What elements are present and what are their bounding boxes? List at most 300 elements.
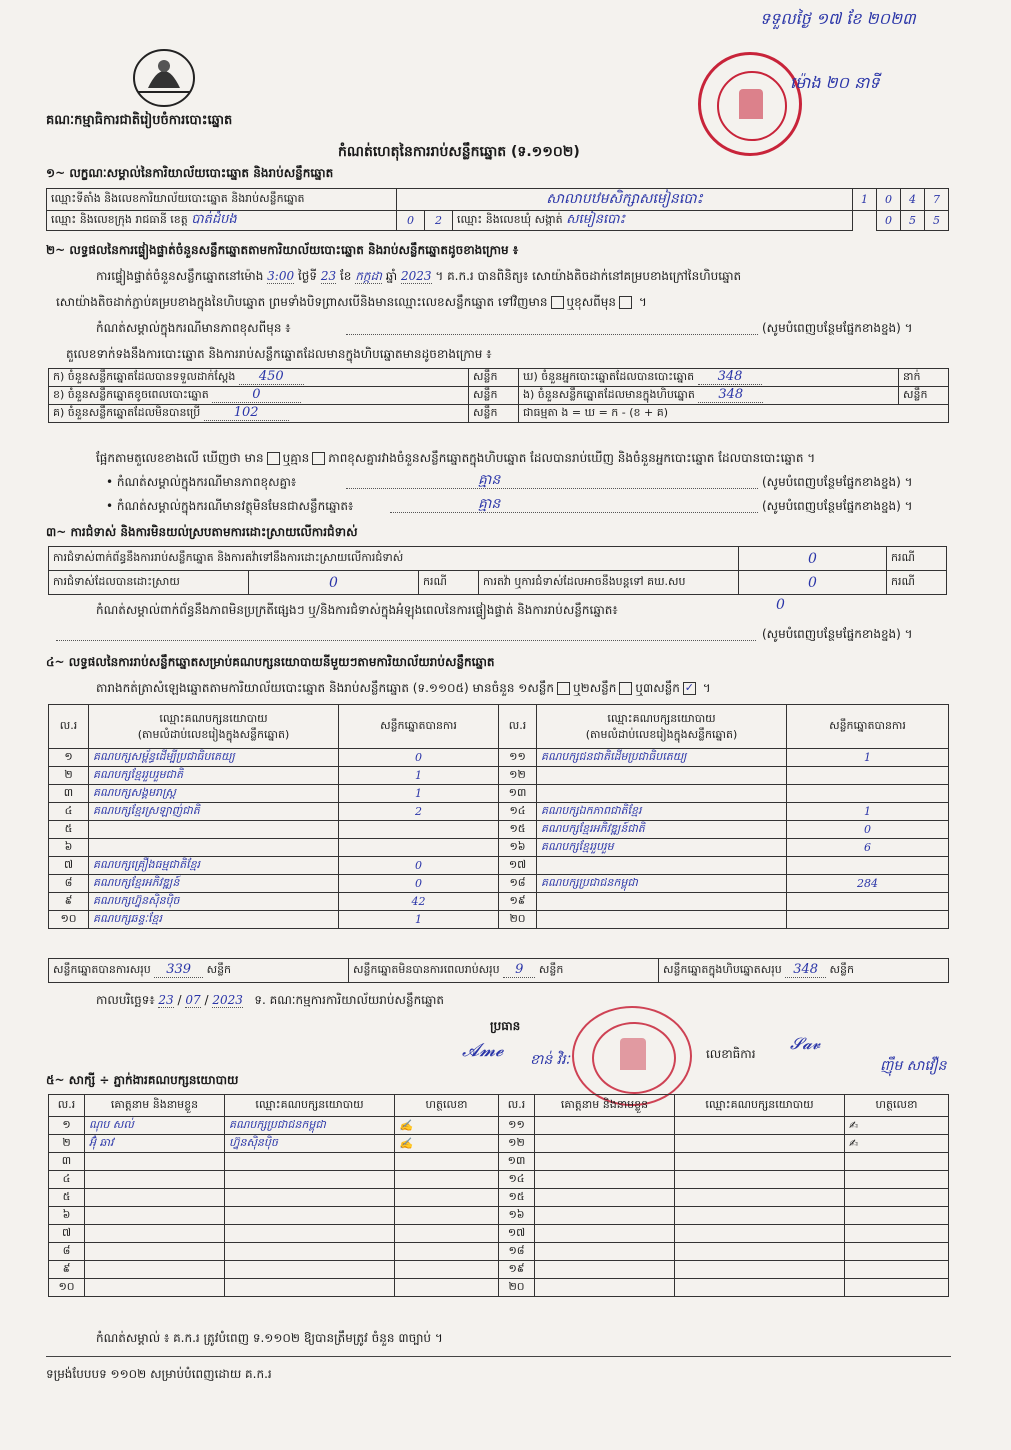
party-name: គណបក្សឆន្ទៈខ្មែរ: [89, 911, 339, 929]
three-sheet-checkbox[interactable]: ✓: [684, 681, 694, 694]
secretary-name: ញ៉ឹម សាវឿន: [880, 1058, 947, 1074]
date-label: កាលបរិច្ឆេទ៖: [96, 993, 155, 1007]
col-sign: ហត្ថលេខា: [395, 1095, 499, 1117]
party-votes: 2: [339, 803, 499, 821]
witness-name: [535, 1207, 675, 1225]
table-row: [49, 1117, 949, 1135]
witness-signature: [395, 1243, 499, 1261]
witness-no: ៦: [49, 1207, 85, 1225]
party-name: គណបក្សហ្វ៊ុនស៊ិនប៉ិច: [89, 893, 339, 911]
witness-signature: [845, 1171, 949, 1189]
unit-label: សន្លឹក: [469, 369, 519, 387]
col-no: ល.រ: [49, 705, 89, 749]
witness-party: ហ្វ៊ុនស៊ិនប៉ិច: [225, 1135, 395, 1153]
has-difference-checkbox[interactable]: [267, 452, 280, 465]
witness-name: [535, 1261, 675, 1279]
col-party: ឈ្មោះគណបក្សនយោបាយ: [675, 1095, 845, 1117]
party-no: ១១: [499, 749, 537, 767]
tally-sheet-line: តារាងកត់ត្រាសំឡេងឆ្នោតតាមការិយាល័យបោះឆ្នោត និងរាប់សន្លឹកឆ្នោត (ទ.១១០៥) មានចំនួន ១សន្លឹក ឬ២សន្លឹក ឬ៣សន្លឹក ✓ ។: [96, 681, 711, 695]
witness-party: [675, 1171, 845, 1189]
handwritten-receipt-note-2: ម៉ោង ២០ នាទី: [790, 73, 880, 92]
witness-party: [225, 1207, 395, 1225]
forwarded-value: 0: [739, 571, 887, 595]
witness-name: [85, 1189, 225, 1207]
footer-divider: [46, 1356, 951, 1357]
witness-signature: [845, 1153, 949, 1171]
col-name: គោត្តនាម និងនាមខ្លួន: [85, 1095, 225, 1117]
diff-note-fill-line: [346, 488, 758, 489]
col-party: [537, 705, 787, 749]
ballots-unused-cell: [49, 405, 469, 423]
note-fill-line: [346, 334, 758, 335]
party-name: [89, 839, 339, 857]
party-votes: 0: [339, 875, 499, 893]
ballots-unused-label: គ) ចំនួនសន្លឹកឆ្នោតដែលមិនបានប្រើ: [53, 406, 201, 419]
unit-label: នាក់: [899, 369, 949, 387]
commune-number-digit: 5: [901, 211, 925, 231]
table-row: [49, 1135, 949, 1153]
seal-check-or: ឬខុសពីមុន: [566, 295, 617, 309]
objections-table: [48, 546, 947, 595]
committee-stamp-icon: [572, 1006, 692, 1106]
witness-signature: [845, 1225, 949, 1243]
party-no: ១៨: [499, 875, 537, 893]
ballots-spoiled-value: 0: [212, 387, 300, 403]
party-votes: [787, 911, 949, 929]
unit-label: សន្លឹក: [206, 963, 232, 976]
party-votes: 1: [339, 785, 499, 803]
party-no: ១៩: [499, 893, 537, 911]
witness-no: ១៣: [499, 1153, 535, 1171]
party-no: ១៣: [499, 785, 537, 803]
witness-name: [535, 1135, 675, 1153]
witness-signature: [845, 1279, 949, 1297]
witness-no: ១៤: [499, 1171, 535, 1189]
date-year: 2023: [212, 993, 243, 1007]
verify-day-label: ថ្ងៃទី: [297, 269, 317, 283]
witness-signature: ✍: [395, 1135, 499, 1153]
no-difference-checkbox[interactable]: [312, 452, 325, 465]
office-number-digit: 0: [877, 189, 901, 211]
table-intro: តួលេខទាក់ទងនឹងការបោះឆ្នោត និងការរាប់សន្លឹកឆ្នោតដែលមានក្នុងហិបឆ្នោតមានដូចខាងក្រោម ៖: [66, 347, 492, 361]
formula: ជាធម្មតា ង = ឃ = ក - (ខ + គ): [519, 405, 949, 423]
section5-heading: ៥~ សាក្សី ÷ ភ្នាក់ងារគណបក្សនយោបាយ: [46, 1073, 239, 1087]
party-no: ៣: [49, 785, 89, 803]
witness-no: ២: [49, 1135, 85, 1153]
party-votes: 0: [339, 857, 499, 875]
diff-note-label: • កំណត់សម្គាល់ក្នុងករណីមានភាពខុសគ្នា៖: [106, 475, 297, 489]
witness-name: [535, 1243, 675, 1261]
table-row: [49, 1189, 949, 1207]
table-row: [49, 785, 949, 803]
chair-name: ខាន់ វិរៈ: [530, 1052, 570, 1068]
fill-hint: (សូមបំពេញបន្ថែមផ្នែកខាងខ្នង) ។: [762, 499, 913, 513]
verify-suffix: ។ គ.ក.រ បានពិនិត្យ៖ សោយ៉ាងតិចដាក់នៅគម្របខាងក្រៅនៃហិបឆ្នោត: [435, 269, 742, 283]
col-votes: សន្លឹកឆ្នោតបានការ: [339, 705, 499, 749]
table-row: [49, 749, 949, 767]
verify-prefix: ការផ្ទៀងផ្ទាត់ចំនួនសន្លឹកឆ្នោតនៅម៉ោង: [96, 269, 264, 283]
witness-name: [85, 1243, 225, 1261]
witness-party: [675, 1153, 845, 1171]
witness-signature: [395, 1189, 499, 1207]
witness-signature: ✍: [845, 1135, 949, 1153]
witness-no: ២០: [499, 1279, 535, 1297]
witness-name: [85, 1225, 225, 1243]
table-row: [49, 803, 949, 821]
table-row: [49, 1261, 949, 1279]
witness-party: គណបក្សប្រជាជនកម្ពុជា: [225, 1117, 395, 1135]
party-no: ១២: [499, 767, 537, 785]
witness-signature: [395, 1153, 499, 1171]
office-number-digit: 4: [901, 189, 925, 211]
forwarded-label: ការតវ៉ា ឬការជំទាស់ដែលអាចនឹងបន្តទៅ គឃ.សប: [479, 571, 739, 595]
commune-cell: [453, 211, 853, 231]
party-no: ៥: [49, 821, 89, 839]
witness-signature: ✍: [845, 1117, 949, 1135]
case-unit: ករណី: [887, 547, 947, 571]
table-row: [49, 821, 949, 839]
compare-rest: ភាពខុសគ្នារវាងចំនួនសន្លឹកឆ្នោតក្នុងហិបឆ្នោត ដែលបានរាប់ឃើញ និងចំនួនអ្នកបោះឆ្នោត ដែលបានបោះឆ្នោត ។: [328, 451, 816, 465]
party-name: គណបក្សឯកភាពជាតិខ្មែរ: [537, 803, 787, 821]
compare-line: [96, 450, 951, 468]
witness-name: ណុប សល់: [85, 1117, 225, 1135]
witness-party: [225, 1279, 395, 1297]
totals-table: [48, 958, 949, 983]
date-month: 07: [185, 993, 201, 1007]
section1-table: [46, 188, 949, 231]
party-votes: [339, 821, 499, 839]
party-votes: [787, 857, 949, 875]
party-no: ១: [49, 749, 89, 767]
party-no: ៩: [49, 893, 89, 911]
witness-party: [675, 1189, 845, 1207]
witness-signature: [395, 1207, 499, 1225]
table-row: [49, 1153, 949, 1171]
party-name: គណបក្សខ្មែរអភិវឌ្ឍន៍: [89, 875, 339, 893]
tally-opt2: ឬ២សន្លឹក: [573, 681, 617, 695]
fill-hint: (សូមបំពេញបន្ថែមផ្នែកខាងខ្នង) ។: [762, 627, 913, 641]
note-label: កំណត់សម្គាល់ក្នុងករណីមានភាពខុសពីមុន ៖: [96, 321, 291, 335]
case-unit: ករណី: [419, 571, 479, 595]
unit-label: សន្លឹក: [469, 405, 519, 423]
witness-party: [225, 1225, 395, 1243]
province-value: បាត់ដំបង: [191, 212, 237, 227]
col-party-title: ឈ្មោះគណបក្សនយោបាយ: [159, 711, 268, 725]
party-name: គណបក្សជនជាតិដើមប្រជាធិបតេយ្យ: [537, 749, 787, 767]
commune-number-digit: 0: [877, 211, 901, 231]
table-row: [49, 911, 949, 929]
witness-party: [675, 1207, 845, 1225]
ballots-received-value: 450: [239, 369, 304, 385]
tally-opt3: ឬ៣សន្លឹក: [635, 681, 680, 695]
party-votes: 1: [339, 767, 499, 785]
witness-signature: [395, 1261, 499, 1279]
irregularity-note-value: 0: [776, 597, 785, 613]
commune-number-digit: 5: [925, 211, 949, 231]
table-row: [49, 839, 949, 857]
witness-name: [85, 1171, 225, 1189]
party-no: ១៧: [499, 857, 537, 875]
party-name: គណបក្សសម្ព័ន្ធដើម្បីប្រជាធិបតេយ្យ: [89, 749, 339, 767]
total-box-value: 348: [785, 962, 826, 978]
witness-party: [675, 1261, 845, 1279]
unit-label: សន្លឹក: [469, 387, 519, 405]
witness-signature: [845, 1261, 949, 1279]
total-valid-label: សន្លឹកឆ្នោតបានការសរុប: [53, 963, 151, 976]
objections-value: 0: [739, 547, 887, 571]
party-name: [537, 785, 787, 803]
total-box-cell: [659, 959, 949, 983]
same-checkbox[interactable]: [551, 296, 564, 309]
witness-party: [225, 1171, 395, 1189]
party-name: [537, 893, 787, 911]
witness-signature: ✍: [395, 1117, 499, 1135]
party-name: គណបក្សខ្មែររួបរួម: [537, 839, 787, 857]
witness-signature: [395, 1279, 499, 1297]
col-no: ល.រ: [49, 1095, 85, 1117]
party-no: ១៥: [499, 821, 537, 839]
verify-year: 2023: [400, 269, 432, 283]
secretary-signature: 𝓢𝓪𝓿: [790, 1034, 821, 1053]
total-box-label: សន្លឹកឆ្នោតក្នុងហិបឆ្នោតសរុប: [663, 963, 782, 976]
committee-label: ទ. គណៈកម្មការការិយាល័យរាប់សន្លឹកឆ្នោត: [254, 993, 445, 1007]
table-row: [49, 1243, 949, 1261]
witness-table: [48, 1094, 949, 1297]
witness-no: ៨: [49, 1243, 85, 1261]
ballots-spoiled-cell: [49, 387, 469, 405]
section2-heading: ២~ លទ្ធផលនៃការផ្ទៀងផ្ទាត់ចំនួនសន្លឹកឆ្នោតតាមការិយាល័យបោះឆ្នោត និងរាប់សន្លឹកឆ្នោតដូចខាងក្រោម ៖: [46, 243, 519, 257]
col-party: ឈ្មោះគណបក្សនយោបាយ: [225, 1095, 395, 1117]
invalid-note-fill-line: [390, 512, 758, 513]
voters-voted-value: 348: [698, 369, 763, 385]
invalid-note-label: • កំណត់សម្គាល់ក្នុងករណីមានវត្ថុមិនមែនជាសន្លឹកឆ្នោត៖: [106, 499, 354, 513]
party-votes: 6: [787, 839, 949, 857]
party-name: គណបក្សប្រជាជនកម្ពុជា: [537, 875, 787, 893]
province-label: ឈ្មោះ និងលេខក្រុង រាជធានី ខេត្ត: [51, 213, 188, 226]
party-results-header: [49, 705, 949, 749]
unit-label: សន្លឹក: [829, 963, 854, 976]
party-name: គណបក្សសង្គមរាស្ត្រ: [89, 785, 339, 803]
col-no: ល.រ: [499, 1095, 535, 1117]
col-no: ល.រ: [499, 705, 537, 749]
col-party-subtitle: (តាមលំដាប់លេខរៀងក្នុងសន្លឹកឆ្នោត): [137, 727, 290, 741]
party-name: គណបក្សគ្រឿងធម្មជាតិខ្មែរ: [89, 857, 339, 875]
chair-label: ប្រធាន: [490, 1019, 521, 1033]
party-no: ១៦: [499, 839, 537, 857]
party-no: ៤: [49, 803, 89, 821]
office-label: ឈ្មោះទីតាំង និងលេខការិយាល័យបោះឆ្នោត និងរាប់សន្លឹកឆ្នោត: [47, 189, 397, 211]
witness-no: ៣: [49, 1153, 85, 1171]
witness-rows: [49, 1117, 949, 1297]
party-votes: [787, 767, 949, 785]
witness-party: [225, 1261, 395, 1279]
office-number-digit: 7: [925, 189, 949, 211]
irregularity-fill-line: [56, 640, 756, 641]
party-no: ១០: [49, 911, 89, 929]
seal-check-text: សោយ៉ាងតិចដាក់ភ្ជាប់គម្របខាងក្នុងនៃហិបឆ្នោត ព្រមទាំងបិទព្រាសបើនិងមានឈ្មោះលេខសន្លឹកឆ្នោត ទៅវិញមាន: [56, 295, 548, 309]
witness-signature: [845, 1207, 949, 1225]
commune-value: សមៀនបោះ: [566, 212, 626, 227]
one-sheet-checkbox[interactable]: [557, 682, 570, 695]
party-votes: [787, 785, 949, 803]
party-results-table: [48, 704, 949, 929]
unit-label: សន្លឹក: [538, 963, 564, 976]
party-name: [537, 767, 787, 785]
nec-emblem-icon: [128, 40, 200, 110]
invalid-note-value: គ្មាន: [478, 496, 501, 512]
verify-line: [96, 268, 741, 286]
witness-name: [85, 1207, 225, 1225]
party-name: គណបក្សខ្មែរអភិវឌ្ឍន៍ជាតិ: [537, 821, 787, 839]
witness-name: [85, 1261, 225, 1279]
witness-party: [675, 1243, 845, 1261]
col-sign: ហត្ថលេខា: [845, 1095, 949, 1117]
witness-name: [535, 1279, 675, 1297]
party-votes: [787, 893, 949, 911]
footer-note: កំណត់សម្គាល់ ៖ គ.ក.រ ត្រូវបំពេញ ទ.១១០២ ឱ្យបានត្រឹមត្រូវ ចំនួន ៣ច្បាប់ ។: [96, 1331, 443, 1345]
ballots-in-box-value: 348: [698, 387, 763, 403]
ballots-received-label: ក) ចំនួនសន្លឹកឆ្នោតដែលបានទទួលដាក់ស្តែង: [53, 370, 236, 383]
resolved-label: ការជំទាស់ដែលបានដោះស្រាយ: [49, 571, 249, 595]
total-invalid-label: សន្លឹកឆ្នោតមិនបានការពេលរាប់សរុប: [353, 963, 500, 976]
party-no: ៨: [49, 875, 89, 893]
witness-no: ១៦: [499, 1207, 535, 1225]
table-row: [49, 857, 949, 875]
witness-no: ១: [49, 1117, 85, 1135]
col-votes: សន្លឹកឆ្នោតបានការ: [787, 705, 949, 749]
witness-party: [225, 1189, 395, 1207]
different-checkbox[interactable]: [619, 296, 632, 309]
table-row: [49, 893, 949, 911]
date-day: 23: [158, 993, 174, 1007]
party-rows: [49, 749, 949, 929]
table-row: [49, 1225, 949, 1243]
total-invalid-value: 9: [503, 962, 535, 978]
witness-no: ១០: [49, 1279, 85, 1297]
party-votes: 0: [787, 821, 949, 839]
witness-no: ១៨: [499, 1243, 535, 1261]
total-valid-value: 339: [154, 962, 203, 978]
objections-label: ការជំទាស់ពាក់ព័ន្ធនឹងការរាប់សន្លឹកឆ្នោត និងការតវ៉ាទៅនឹងការដោះស្រាយលើការជំទាស់: [49, 547, 739, 571]
witness-party: [675, 1279, 845, 1297]
party-votes: 0: [339, 749, 499, 767]
col-party: [89, 705, 339, 749]
chair-signature: 𝓐𝓶𝓮: [462, 1040, 504, 1061]
party-name: [537, 857, 787, 875]
official-stamp-icon: [698, 52, 802, 156]
ballots-in-box-cell: [519, 387, 899, 405]
party-no: ១៤: [499, 803, 537, 821]
diff-note-value: គ្មាន: [478, 472, 501, 488]
table-row: [49, 1207, 949, 1225]
witness-no: ៤: [49, 1171, 85, 1189]
office-value: សាលាបឋមសិក្សាសមៀនបោះ: [397, 189, 853, 211]
witness-no: ១១: [499, 1117, 535, 1135]
tally-intro: តារាងកត់ត្រាសំឡេងឆ្នោតតាមការិយាល័យបោះឆ្នោត និងរាប់សន្លឹកឆ្នោត (ទ.១១០៥) មានចំនួន ១សន្លឹក: [96, 681, 554, 695]
date-line: កាលបរិច្ឆេទ៖ 23 / 07 / 2023 ទ. គណៈកម្មការការិយាល័យរាប់សន្លឹកឆ្នោត: [96, 993, 445, 1007]
witness-name: អ៊ុំ ឆាវ: [85, 1135, 225, 1153]
province-number-digit: 0: [397, 211, 425, 231]
party-no: ២០: [499, 911, 537, 929]
witness-no: ៥: [49, 1189, 85, 1207]
voters-voted-label: ឃ) ចំនួនអ្នកបោះឆ្នោតដែលបានបោះឆ្នោត: [523, 370, 695, 383]
form-title: កំណត់ហេតុនៃការរាប់សន្លឹកឆ្នោត (ទ.១១០២): [338, 144, 580, 160]
party-votes: [339, 839, 499, 857]
compare-text: ផ្អែកតាមតួលេខខាងលើ ឃើញថា មាន: [96, 451, 264, 465]
fill-hint: (សូមបំពេញបន្ថែមផ្នែកខាងខ្នង) ។: [762, 321, 913, 335]
province-number-digit: 2: [425, 211, 453, 231]
commune-label: ឈ្មោះ និងលេខឃុំ សង្កាត់: [457, 213, 563, 226]
table-row: [49, 1171, 949, 1189]
witness-party: [675, 1135, 845, 1153]
verify-month-label: ខែ: [339, 269, 352, 283]
ballots-unused-value: 102: [204, 405, 289, 421]
voters-voted-cell: [519, 369, 899, 387]
irregularity-note-label: កំណត់សម្គាល់ពាក់ព័ន្ធនឹងភាពមិនប្រក្រតីផ្សេងៗ ឬ/និងការជំទាស់ក្នុងអំឡុងពេលនៃការផ្ទៀងផ្ទាត់ និងការរាប់សន្លឹកឆ្នោត៖: [96, 603, 618, 617]
verify-year-label: ឆ្នាំ: [385, 269, 398, 283]
witness-no: ១៥: [499, 1189, 535, 1207]
two-sheet-checkbox[interactable]: [619, 682, 632, 695]
ballots-spoiled-label: ខ) ចំនួនសន្លឹកឆ្នោតខូចពេលបោះឆ្នោត: [53, 388, 209, 401]
witness-signature: [395, 1171, 499, 1189]
witness-no: ១២: [499, 1135, 535, 1153]
party-name: [537, 911, 787, 929]
party-votes: 1: [339, 911, 499, 929]
col-party-title: ឈ្មោះគណបក្សនយោបាយ: [607, 711, 716, 725]
form-code: ទម្រង់បែបបទ ១១០២ សម្រាប់បំពេញដោយ គ.ក.រ: [46, 1367, 272, 1381]
party-votes: 42: [339, 893, 499, 911]
verify-month: កក្កដា: [355, 269, 382, 283]
party-no: ៧: [49, 857, 89, 875]
col-party-subtitle: (តាមលំដាប់លេខរៀងក្នុងសន្លឹកឆ្នោត): [585, 727, 738, 741]
party-no: ៦: [49, 839, 89, 857]
secretary-label: លេខាធិការ: [706, 1047, 756, 1061]
witness-no: ១៩: [499, 1261, 535, 1279]
org-name: គណៈកម្មាធិការជាតិរៀបចំការបោះឆ្នោត: [46, 113, 233, 128]
ballot-count-table: [48, 368, 949, 423]
witness-no: ៧: [49, 1225, 85, 1243]
witness-no: ៩: [49, 1261, 85, 1279]
witness-signature: [845, 1243, 949, 1261]
witness-party: [225, 1243, 395, 1261]
col-name: គោត្តនាម និងនាមខ្លួន: [535, 1095, 675, 1117]
witness-party: [675, 1117, 845, 1135]
case-unit: ករណី: [887, 571, 947, 595]
total-valid-cell: [49, 959, 349, 983]
unit-label: សន្លឹក: [899, 387, 949, 405]
verify-time: 3:00: [267, 269, 295, 283]
ballots-received-cell: [49, 369, 469, 387]
party-votes: 284: [787, 875, 949, 893]
section3-heading: ៣~ ការជំទាស់ និងការមិនយល់ស្របតាមការដោះស្រាយលើការជំទាស់: [46, 525, 358, 539]
section1-heading: ១~ លក្ខណៈសម្គាល់នៃការិយាល័យបោះឆ្នោត និងរាប់សន្លឹកឆ្នោត: [46, 166, 334, 180]
party-name: គណបក្សខ្មែររួបរួមជាតិ: [89, 767, 339, 785]
compare-or: ឬគ្មាន: [282, 451, 310, 465]
province-cell: [47, 211, 397, 231]
witness-signature: [845, 1189, 949, 1207]
verify-day: 23: [320, 269, 337, 283]
witness-name: [535, 1153, 675, 1171]
resolved-value: 0: [249, 571, 419, 595]
party-votes: 1: [787, 749, 949, 767]
section4-heading: ៤~ លទ្ធផលនៃការរាប់សន្លឹកឆ្នោតសម្រាប់គណបក្សនយោបាយនីមួយៗតាមការិយាល័យរាប់សន្លឹកឆ្នោត: [46, 655, 495, 669]
witness-party: [225, 1153, 395, 1171]
witness-name: [535, 1189, 675, 1207]
table-row: [49, 875, 949, 893]
total-invalid-cell: [349, 959, 659, 983]
party-no: ២: [49, 767, 89, 785]
table-row: [49, 767, 949, 785]
